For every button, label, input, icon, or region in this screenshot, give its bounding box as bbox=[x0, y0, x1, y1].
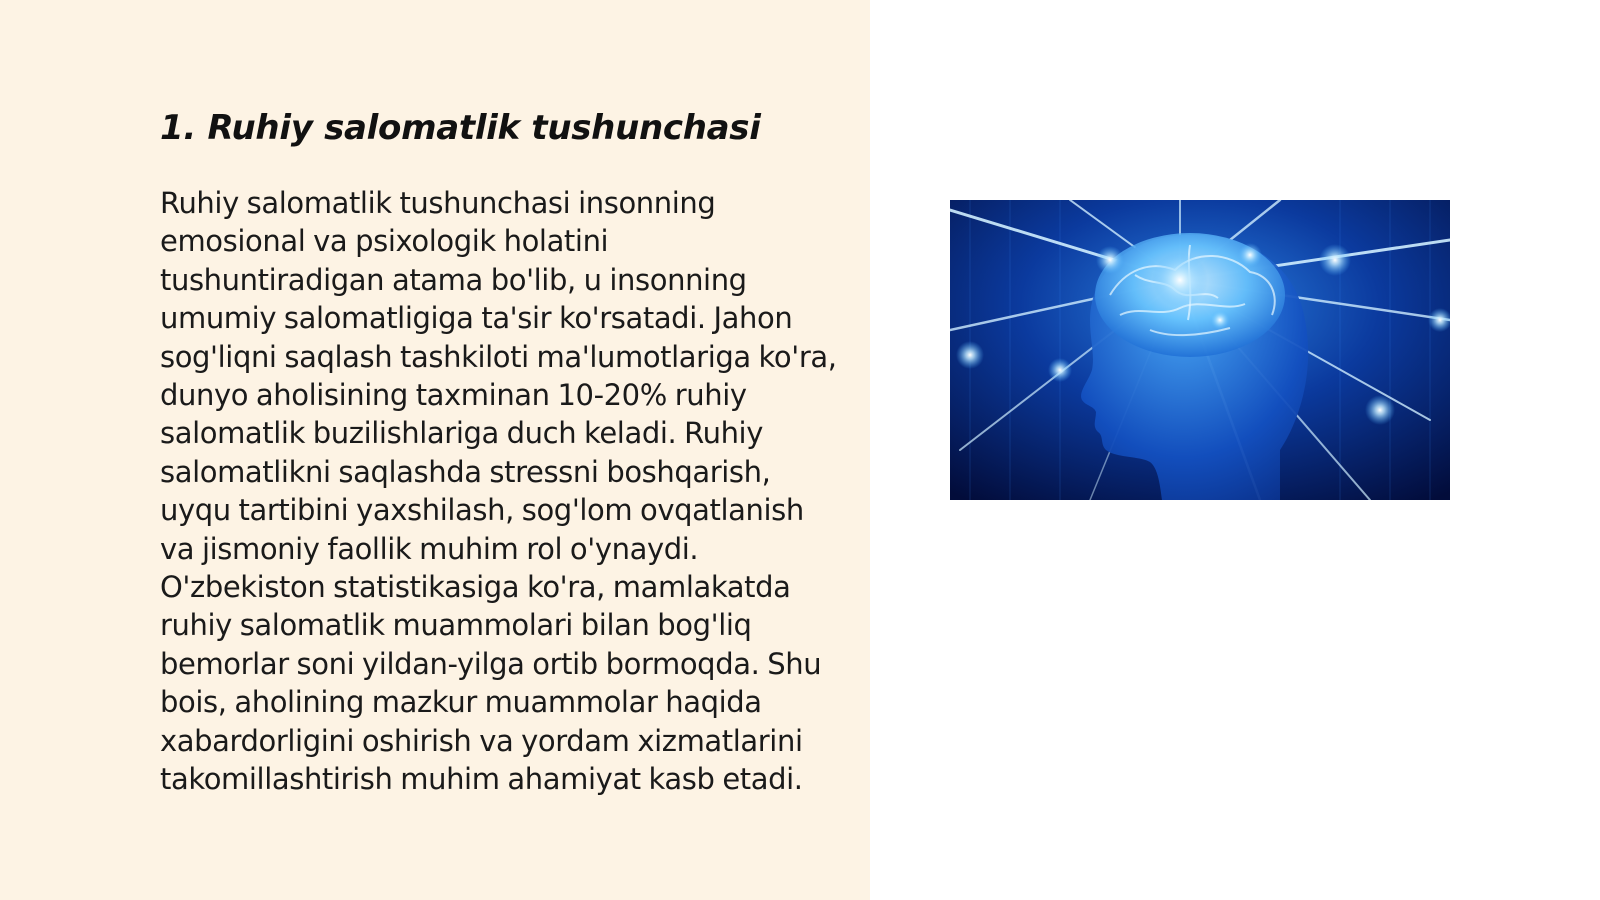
slide-title: 1. Ruhiy salomatlik tushunchasi bbox=[160, 108, 761, 148]
glowing-brain-image bbox=[950, 200, 1450, 500]
slide-body-text: Ruhiy salomatlik tushunchasi insonning emosional va psixologik holatini tushuntiradigan atama bo'lib, u insonning umumiy salomatligiga ta'sir ko'rsatadi. Jahon sog'liqni saqlash tashkiloti ma'lumotlariga ko'ra, dunyo aholisining taxminan 10-20% ruhiy salomatlik buzilishlariga duch keladi. Ruhiy salomatlikni saqlashda stressni boshqarish, uyqu tartibini yaxshilash, sog'lom ovqatlanish va jismoniy faollik muhim rol o'ynaydi. O'zbekiston statistikasiga ko'ra, mamlakatda ruhiy salomatlik muammolari bilan bog'liq bemorlar soni yildan-yilga ortib bormoqda. Shu bois, aholining mazkur muammolar haqida xabardorligini oshirish va yordam xizmatlarini takomillashtirish muhim ahamiyat kasb etadi. bbox=[160, 186, 837, 797]
